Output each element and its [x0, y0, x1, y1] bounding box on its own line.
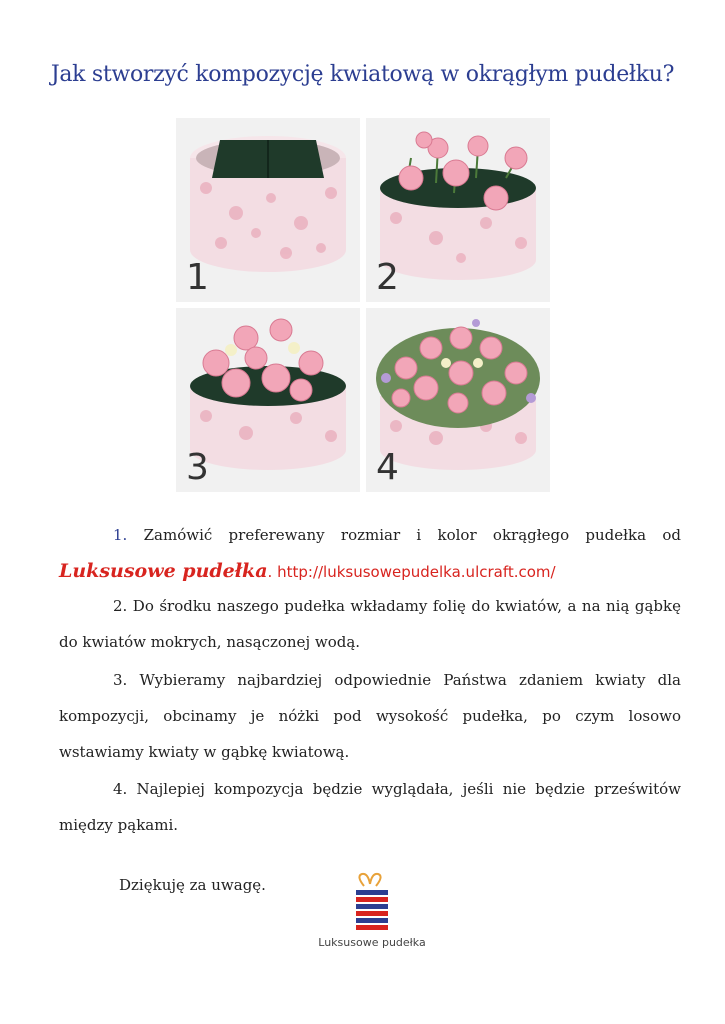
step-number-2: 2 — [376, 257, 399, 298]
step-image-3 — [176, 308, 360, 492]
shop-link[interactable]: http://luksusowepudelka.ulcraft.com/ — [277, 563, 556, 581]
step-3-paragraph: 3. Wybieramy najbardziej odpowiednie Państwa zdaniem kwiaty dla kompozycji, obcinamy je nóżki pod wysokość pudełka, po czym losowo wstawiamy kwiaty w gąbkę kwiatową. — [59, 671, 681, 761]
gift-box-logo-icon — [312, 872, 432, 936]
step-number-1: 1 — [186, 257, 209, 298]
step-1-number: 1. — [113, 526, 128, 544]
step-number-3: 3 — [186, 447, 209, 488]
brand-name: Luksusowe pudełka — [59, 560, 268, 582]
thanks-text: Dziękuję za uwagę. — [119, 876, 266, 894]
step-number-4: 4 — [376, 447, 399, 488]
logo-text: Luksusowe pudełka — [318, 936, 426, 949]
step-image-1 — [176, 118, 360, 302]
page-title: Jak stworzyć kompozycję kwiatową w okrągłym pudełku? — [50, 62, 675, 87]
brand-dot: . — [267, 563, 273, 581]
steps-image-grid — [176, 118, 550, 492]
step-4-paragraph: 4. Najlepiej kompozycja będzie wyglądała, jeśli nie będzie prześwitów między pąkami. — [59, 780, 681, 834]
step-2-paragraph: 2. Do środku naszego pudełka wkładamy folię do kwiatów, a na nią gąbkę do kwiatów mokrych, nasączonej wodą. — [59, 597, 681, 651]
step-image-2 — [366, 118, 550, 302]
step-1-text: Zamówić preferewany rozmiar i kolor okrągłego pudełka od — [143, 526, 681, 544]
step-1-paragraph — [59, 517, 681, 590]
brand-logo — [312, 872, 432, 964]
step-image-4 — [366, 308, 550, 492]
